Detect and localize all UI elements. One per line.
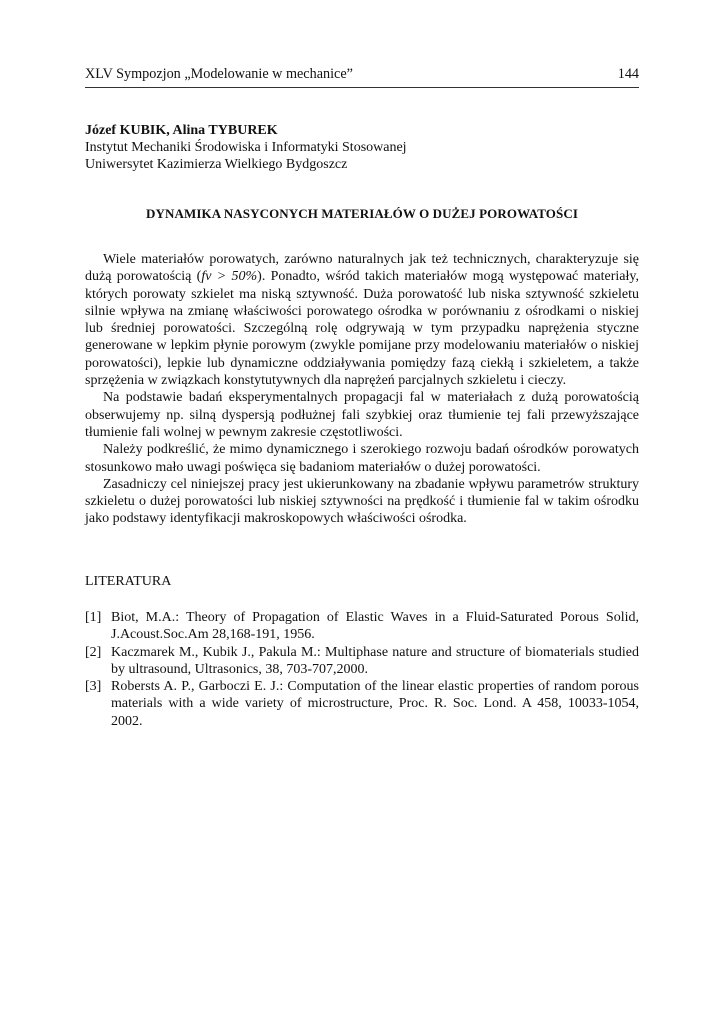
reference-number: [3] xyxy=(85,679,102,695)
reference-text: Kaczmarek M., Kubik J., Pakula M.: Multiphase nature and structure of biomaterials studied by ultrasound, Ultrasonics, 38, 703-707,2000. xyxy=(111,644,639,677)
reference-item xyxy=(85,609,639,644)
paragraph-3: Należy podkreślić, że mimo dynamicznego i szerokiego rozwoju badań ośrodków porowatych stosunkowo mało uwagi poświęca się badaniom materiałów o dużej porowatości. xyxy=(85,442,639,475)
paragraph-1-text-a: Wiele materiałów porowatych, zarówno naturalnych jak też technicznych, charakteryzuje się dużą porowatością ( xyxy=(85,252,639,285)
paragraph-4: Zasadniczy cel niniejszej pracy jest ukierunkowany na zbadanie wpływu parametrów struktury szkieletu o dużej porowatości lub niskiej sztywności na prędkość i tłumienie fal w takim ośrodku jako podstawy identyfikacji makroskopowych właściwości ośrodka. xyxy=(85,476,639,527)
page-number: 144 xyxy=(617,66,639,82)
literature-heading: LITERATURA xyxy=(85,574,172,589)
reference-number: [1] xyxy=(85,610,102,625)
paragraph-1 xyxy=(85,251,639,389)
author-names: Józef KUBIK, Alina TYBUREK xyxy=(85,123,278,138)
paragraph-1-text-b: ). Ponadto, wśród takich materiałów mogą występować materiały, których porowaty szkielet ma niską sztywność. Duża porowatość lub niska sztywność szkieletu silnie wpływa na zmianę właściwości porowatego ośrodka w porównaniu z ośrodkami o niskiej lub średniej porowatości. Szczególną rolę odgrywają w tym przypadku naprężenia styczne generowane w lepkim płynie porowym (zwykle pomijane przy modelowaniu materiałów o niskiej porowatości), lepkie lub dynamiczne oddziaływania pomiędzy fazą ciekłą i szkieletem, a także sprzężenia w związkach konstytutywnych dla naprężeń parcjalnych szkieletu i cieczy. xyxy=(85,269,639,389)
reference-text: Robersts A. P., Garboczi E. J.: Computation of the linear elastic properties of random porous materials with a wide variety of microstructure, Proc. R. Soc. Lond. A 458, 10033-1054, 2002. xyxy=(111,679,639,729)
affiliation-institute: Instytut Mechaniki Środowiska i Informatyki Stosowanej xyxy=(85,140,407,155)
reference-number: [2] xyxy=(85,644,102,660)
paper-title: DYNAMIKA NASYCONYCH MATERIAŁÓW O DUŻEJ POROWATOŚCI xyxy=(146,206,578,221)
author-block xyxy=(85,122,407,173)
header-title: XLV Sympozjon „Modelowanie w mechanice” xyxy=(85,66,353,82)
reference-item xyxy=(85,678,639,730)
reference-text: Biot, M.A.: Theory of Propagation of Elastic Waves in a Fluid-Saturated Porous Solid, J.Acoust.Soc.Am 28,168-191, 1956. xyxy=(111,610,639,643)
affiliation-university: Uniwersytet Kazimierza Wielkiego Bydgoszcz xyxy=(85,157,348,172)
page-header xyxy=(85,66,639,88)
reference-list xyxy=(85,609,639,730)
abstract-body xyxy=(85,251,639,528)
porosity-formula: fv > 50% xyxy=(201,269,258,285)
paragraph-2: Na podstawie badań eksperymentalnych propagacji fal w materiałach z dużą porowatością obserwujemy np. silną dyspersją podłużnej fali szybkiej oraz tłumienie tej fali przewyższające tłumienie fali wolnej w pewnym zakresie częstotliwości. xyxy=(85,390,639,440)
reference-item xyxy=(85,644,639,679)
